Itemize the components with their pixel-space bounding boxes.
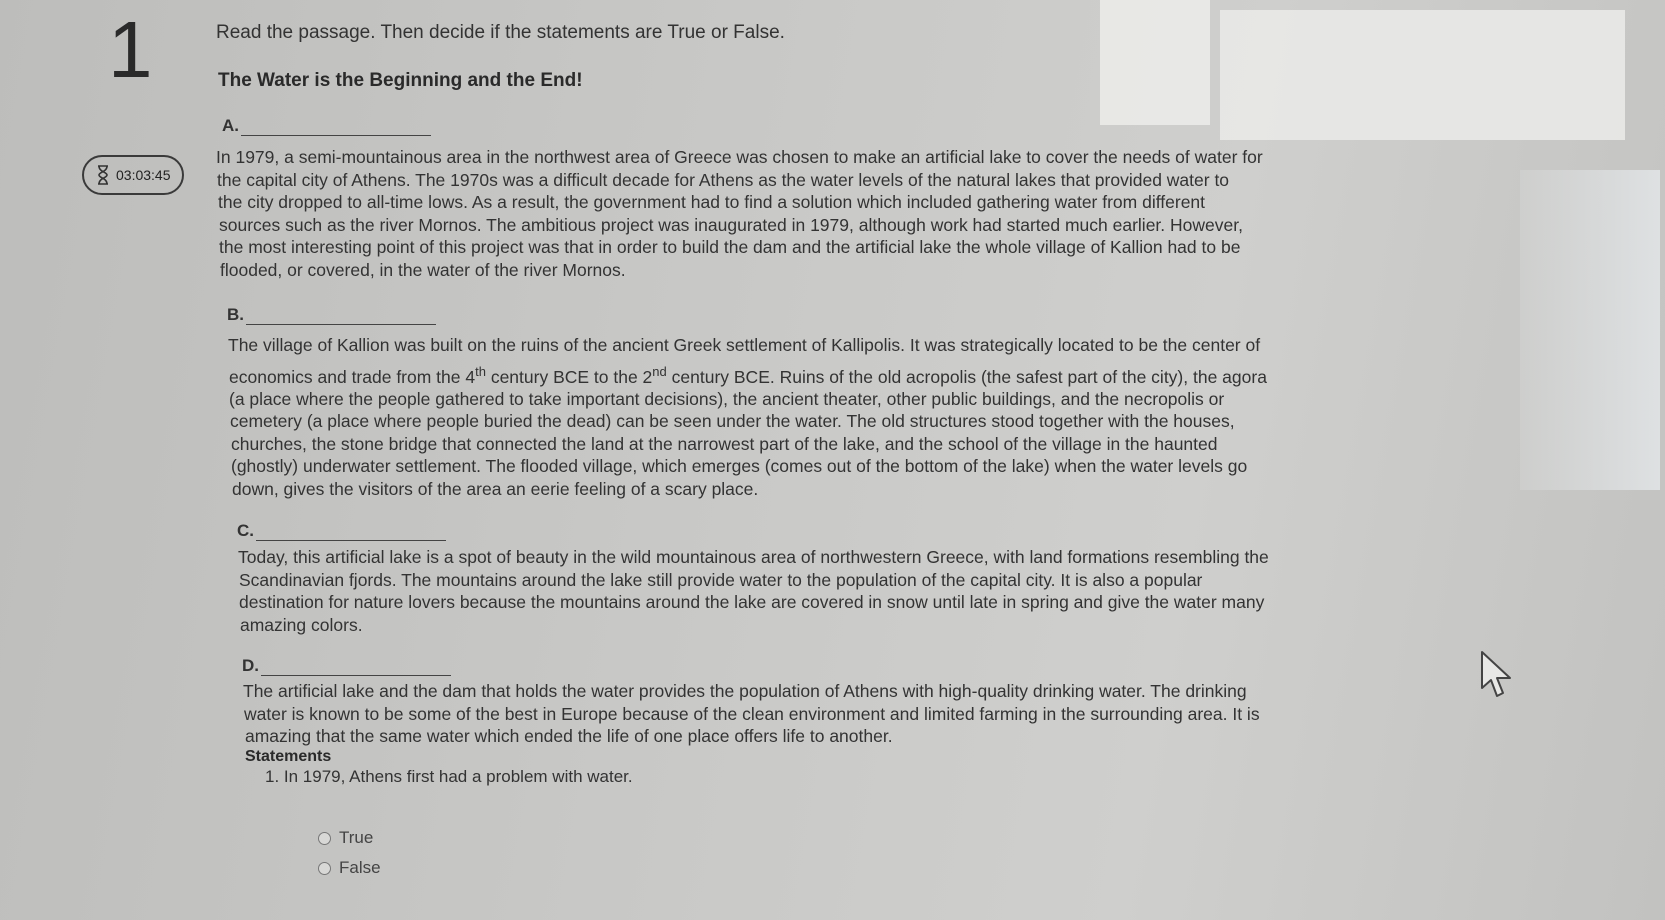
option-false[interactable]	[318, 858, 381, 878]
option-true[interactable]	[318, 828, 373, 848]
option-true-label: True	[339, 828, 374, 847]
section-c-label: C.	[237, 521, 446, 541]
question-number: 1	[108, 5, 153, 94]
section-b-label: B.	[227, 305, 436, 325]
section-d-blank	[261, 674, 451, 676]
section-b-paragraph: The village of Kallion was built on the ruins of the ancient Greek settlement of Kallipolis. It was strategically located to be the center of economics and trade from the 4th century BCE to the 2nd century BCE. Ruins of the old acropolis (the safest part of the city), the agora (a place where the people gathered to take important decisions), the ancient theater, other public buildings, and the necropolis or cemetery (a place where people buried the dead) can be seen under the water. The old structures stood together with the houses, churches, the stone bridge that connected the land at the narrowest part of the lake, and the school of the village in the haunted (ghostly) underwater settlement. The flooded village, which emerges (comes out of the bottom of the lake) when the water levels go down, gives the visitors of the area an eerie feeling of a scary place.	[228, 335, 1267, 499]
radio-false[interactable]	[318, 862, 331, 875]
hourglass-icon	[96, 165, 110, 185]
section-c-blank	[256, 539, 446, 541]
screen-glare	[1100, 0, 1210, 125]
timer	[82, 155, 184, 195]
section-c-paragraph: Today, this artificial lake is a spot of beauty in the wild mountainous area of northwestern Greece, with land formations resembling the Scandinavian fjords. The mountains around the lake still provide water to the population of the capital city. It is also a popular destination for nature lovers because the mountains around the lake are covered in snow until late in spring and give the water many amazing colors.	[238, 547, 1269, 635]
section-a-paragraph: In 1979, a semi-mountainous area in the northwest area of Greece was chosen to make an artificial lake to cover the needs of water for the capital city of Athens. The 1970s was a difficult decade for Athens as the water levels of the natural lakes that provided water to the city dropped to all-time lows. As a result, the government had to find a solution which included gathering water from different sources such as the river Mornos. The ambitious project was inaugurated in 1979, although work had started much earlier. However, the most interesting point of this project was that in order to build the dam and the artificial lake the whole village of Kallion had to be flooded, or covered, in the water of the river Mornos.	[216, 147, 1263, 280]
mouse-cursor-icon	[1480, 650, 1518, 700]
section-d-paragraph: The artificial lake and the dam that holds the water provides the population of Athens with high-quality drinking water. The drinking water is known to be some of the best in Europe because of the clean environment and limited farming in the surrounding area. It is amazing that the same water which ended the life of one place offers life to another.	[243, 681, 1260, 746]
section-a-blank	[241, 134, 431, 136]
radio-true[interactable]	[318, 832, 331, 845]
passage-title: The Water is the Beginning and the End!	[218, 70, 583, 91]
section-b-blank	[246, 323, 436, 325]
instructions: Read the passage. Then decide if the statements are True or False.	[216, 22, 785, 43]
section-a-label: A.	[222, 116, 431, 136]
timer-value: 03:03:45	[116, 167, 171, 183]
statements-heading: Statements	[245, 748, 332, 765]
screen-glare	[1220, 10, 1625, 140]
screen-glare	[1520, 170, 1660, 490]
section-d-label: D.	[242, 656, 451, 676]
statement-1: 1. In 1979, Athens first had a problem with water.	[265, 767, 633, 786]
option-false-label: False	[339, 858, 381, 877]
